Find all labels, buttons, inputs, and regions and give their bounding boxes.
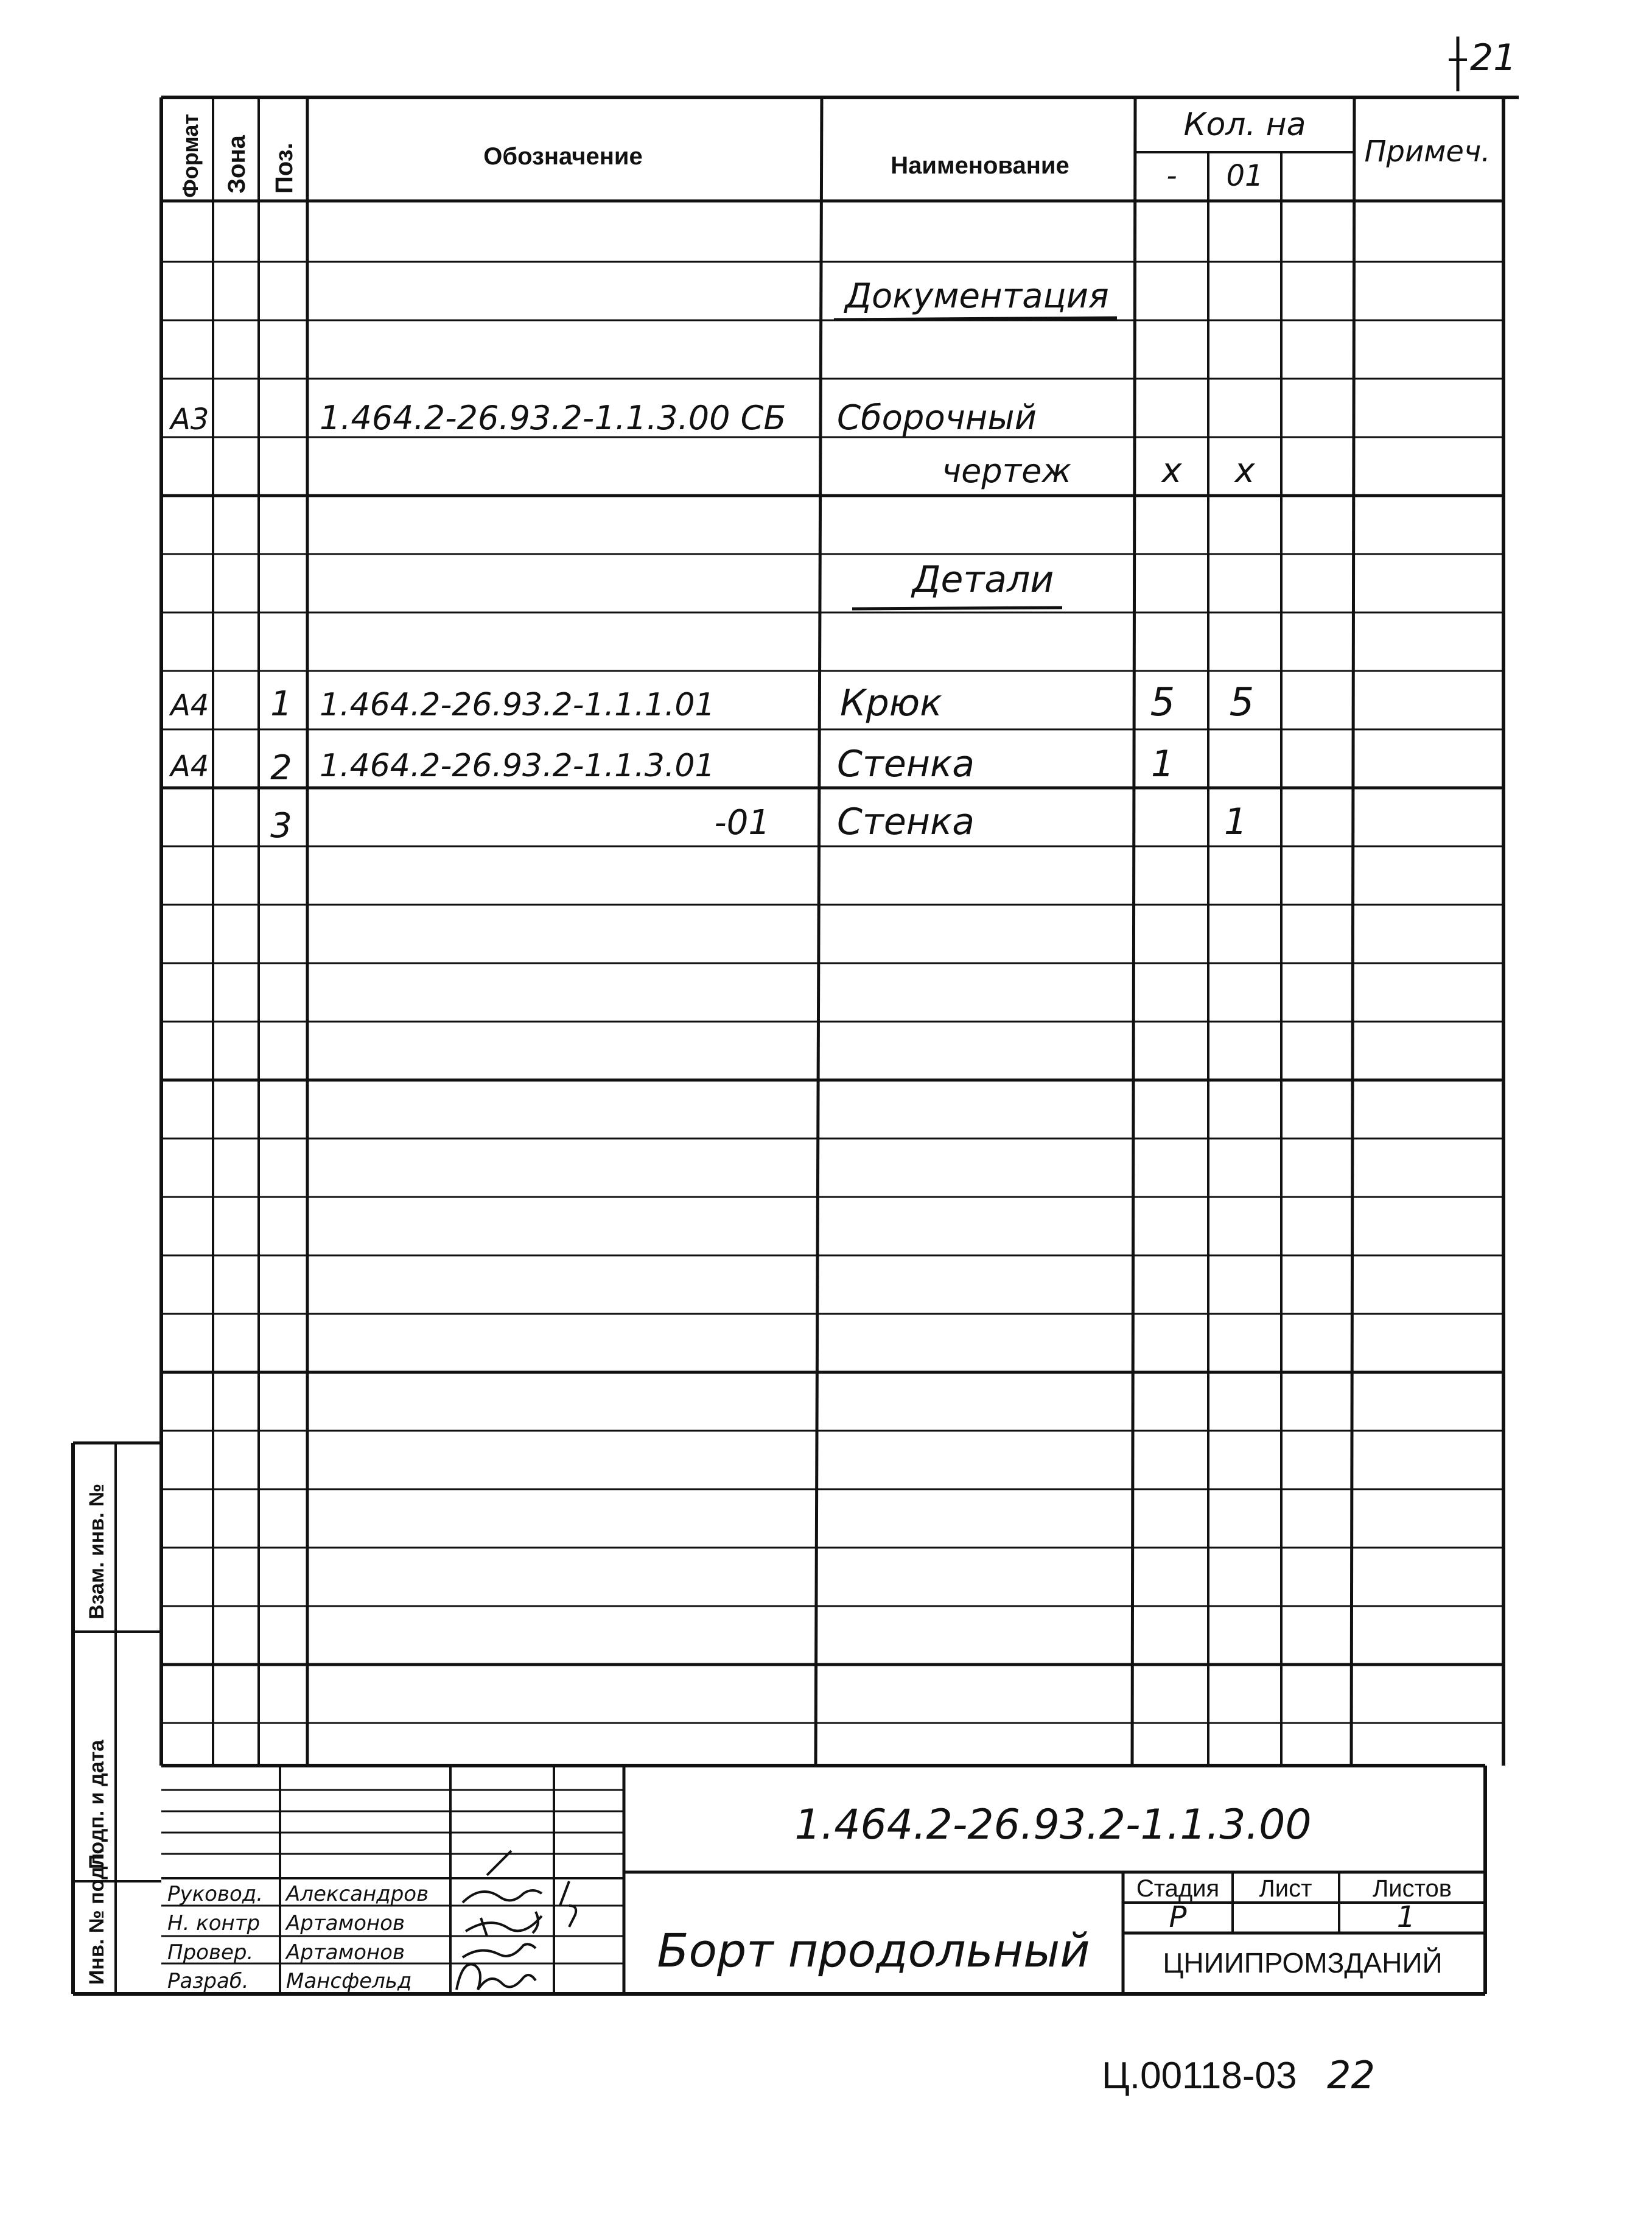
row-designation: 1.464.2-26.93.2-1.1.3.01 bbox=[320, 748, 715, 784]
section-documentation-underline bbox=[834, 318, 1117, 320]
signature-name: Артамонов bbox=[286, 1940, 405, 1965]
signature-row bbox=[167, 1940, 405, 1965]
section-documentation: Документация bbox=[845, 276, 1109, 316]
signature-scribbles bbox=[457, 1851, 576, 1990]
row-designation: -01 bbox=[714, 803, 770, 843]
signature-row bbox=[167, 1882, 429, 1906]
table-row bbox=[270, 801, 1247, 846]
row-designation: 1.464.2-26.93.2-1.1.1.01 bbox=[320, 687, 715, 723]
footer-page: 22 bbox=[1327, 2053, 1375, 2097]
header-zone: Зона bbox=[223, 135, 250, 194]
header-format: Формат bbox=[178, 113, 203, 198]
row-qty-2: 1 bbox=[1223, 801, 1248, 843]
header-qty-title: Кол. на bbox=[1183, 107, 1306, 143]
row-pos: 1 bbox=[270, 684, 292, 724]
header-qty-col1: - bbox=[1166, 159, 1177, 193]
row-lines bbox=[161, 262, 1503, 1723]
signature-name: Мансфельд bbox=[286, 1969, 412, 1993]
row-format: А4 bbox=[170, 689, 209, 723]
organization: ЦНИИПРОМЗДАНИЙ bbox=[1163, 1947, 1443, 1979]
row-name: Сборочный bbox=[837, 398, 1037, 438]
row-designation: 1.464.2-26.93.2-1.1.3.00 СБ bbox=[320, 399, 786, 437]
sheets-value: 1 bbox=[1396, 1900, 1416, 1934]
signature-role: Провер. bbox=[167, 1940, 254, 1965]
sheet-number: 21 bbox=[1470, 37, 1517, 79]
section-details-underline bbox=[852, 608, 1062, 609]
row-qty-1: 5 bbox=[1150, 680, 1175, 725]
row-format: А4 bbox=[170, 749, 209, 784]
stage-value: Р bbox=[1169, 1900, 1187, 1934]
document-code: 1.464.2-26.93.2-1.1.3.00 bbox=[794, 1801, 1312, 1849]
document-title: Борт продольный bbox=[657, 1923, 1090, 1977]
table-row bbox=[169, 398, 1037, 438]
side-label-inv: Инв. № подл. bbox=[85, 1847, 108, 1985]
signature-row bbox=[167, 1911, 405, 1935]
signature-role: Н. контр bbox=[167, 1911, 261, 1935]
row-format: А3 bbox=[170, 402, 209, 437]
signature-row bbox=[167, 1969, 411, 1993]
row-qty-1: x bbox=[1161, 451, 1182, 491]
signature-role: Разраб. bbox=[167, 1969, 249, 1993]
row-name: Крюк bbox=[840, 682, 942, 725]
footer-code: Ц.00118-03 bbox=[1102, 2055, 1297, 2097]
sheets-label: Листов bbox=[1373, 1875, 1452, 1902]
row-qty-2: 5 bbox=[1229, 680, 1255, 725]
table-row bbox=[169, 680, 1254, 725]
signature-role: Руковод. bbox=[167, 1882, 264, 1906]
signature-name: Артамонов bbox=[286, 1911, 405, 1935]
row-pos: 3 bbox=[270, 806, 292, 846]
header-qty-col2: 01 bbox=[1226, 159, 1264, 193]
row-name: чертеж bbox=[942, 452, 1071, 490]
header-name: Наименование bbox=[891, 152, 1069, 179]
table-row bbox=[169, 743, 1174, 788]
spec-table bbox=[161, 97, 1519, 1766]
row-name: Стенка bbox=[837, 743, 975, 785]
header-note: Примеч. bbox=[1364, 135, 1491, 169]
row-pos: 2 bbox=[270, 748, 292, 788]
side-label-vzam: Взам. инв. № bbox=[85, 1483, 108, 1619]
side-label-podp: Подп. и дата bbox=[85, 1739, 108, 1869]
row-name: Стенка bbox=[837, 801, 975, 843]
section-details: Детали bbox=[912, 558, 1054, 601]
header-designation: Обозначение bbox=[483, 143, 643, 170]
row-qty-2: x bbox=[1234, 451, 1255, 491]
sheet-label: Лист bbox=[1259, 1875, 1312, 1902]
header-pos: Поз. bbox=[271, 142, 298, 194]
signature-name: Александров bbox=[286, 1882, 429, 1906]
stage-label: Стадия bbox=[1136, 1875, 1220, 1902]
row-qty-1: 1 bbox=[1150, 743, 1175, 785]
